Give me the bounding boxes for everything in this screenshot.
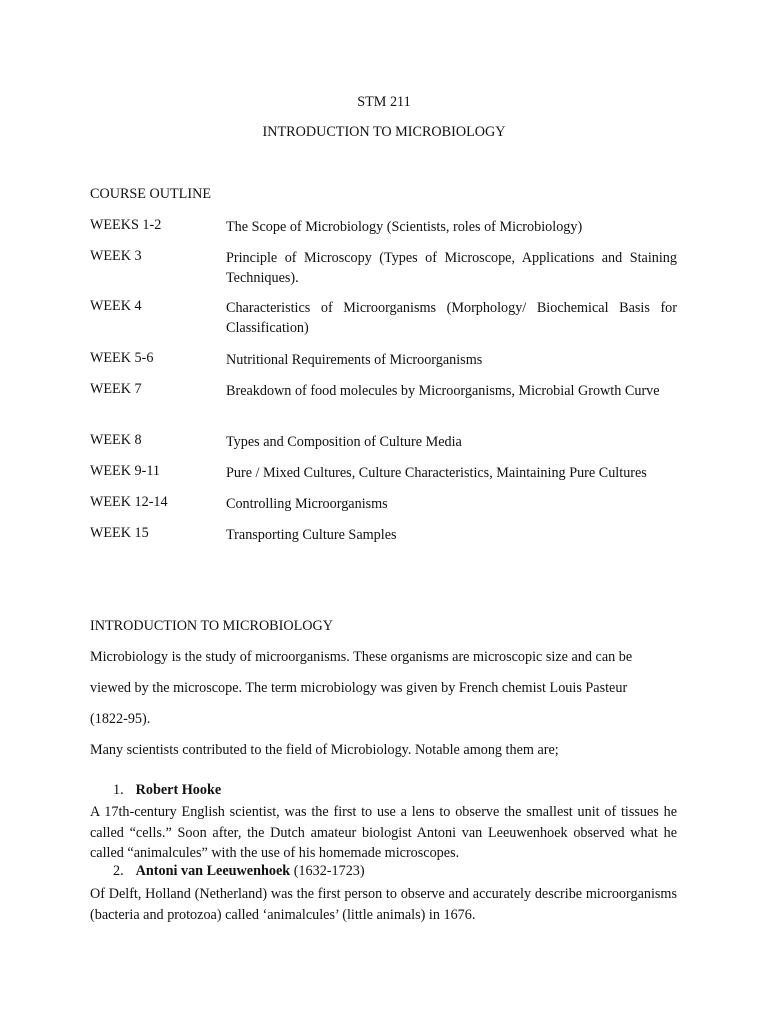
scientist-heading xyxy=(113,782,221,799)
course-title: INTRODUCTION TO MICROBIOLOGY xyxy=(262,124,506,140)
scientist-name: Antoni van Leeuwenhoek xyxy=(135,863,291,879)
outline-week: WEEK 7 xyxy=(90,381,142,397)
outline-topic: Types and Composition of Culture Media xyxy=(226,434,462,450)
scientist-dates: (1632-1723) xyxy=(290,863,365,879)
intro-text-line: Many scientists contributed to the field of Microbiology. Notable among them are; xyxy=(90,742,559,758)
outline-week: WEEK 8 xyxy=(90,432,142,448)
outline-week: WEEK 4 xyxy=(90,298,142,314)
intro-text-line: Microbiology is the study of microorganisms. These organisms are microscopic size and can be xyxy=(90,649,633,665)
outline-topic: The Scope of Microbiology (Scientists, roles of Microbiology) xyxy=(226,219,583,235)
outline-topic: Nutritional Requirements of Microorganisms xyxy=(226,352,483,368)
outline-topic: Transporting Culture Samples xyxy=(226,527,397,543)
outline-topic: Controlling Microorganisms xyxy=(226,496,388,512)
outline-week: WEEK 9-11 xyxy=(90,463,160,479)
intro-text-line: (1822-95). xyxy=(90,711,151,727)
list-number: 2. xyxy=(113,863,124,879)
scientist-heading xyxy=(113,863,365,880)
intro-text-line: viewed by the microscope. The term microbiology was given by French chemist Louis Pasteur xyxy=(90,680,628,696)
outline-week: WEEK 3 xyxy=(90,248,142,264)
outline-topic: Breakdown of food molecules by Microorganisms, Microbial Growth Curve xyxy=(226,383,660,399)
outline-topic: Characteristics of Microorganisms (Morphology/ Biochemical Basis for Classification) xyxy=(226,300,677,336)
outline-week: WEEK 12-14 xyxy=(90,494,168,510)
outline-week: WEEK 5-6 xyxy=(90,350,154,366)
outline-week: WEEK 15 xyxy=(90,525,149,541)
scientist-description: A 17th-century English scientist, was the first to use a lens to observe the smallest unit of tissues he called “cells.” Soon after, the Dutch amateur biologist Antoni van Leeuwenhoek observed what he called “animalcules” with the use of his homemade microscopes. xyxy=(90,804,677,861)
course-outline-heading: COURSE OUTLINE xyxy=(90,186,211,202)
scientist-description: Of Delft, Holland (Netherland) was the first person to observe and accurately describe microorganisms (bacteria and protozoa) called ‘animalcules’ (little animals) in 1676. xyxy=(90,886,677,923)
list-number: 1. xyxy=(113,782,124,798)
course-code: STM 211 xyxy=(357,94,411,110)
outline-topic: Pure / Mixed Cultures, Culture Characteristics, Maintaining Pure Cultures xyxy=(226,465,647,481)
outline-topic: Principle of Microscopy (Types of Microscope, Applications and Staining Techniques). xyxy=(226,250,677,286)
intro-heading: INTRODUCTION TO MICROBIOLOGY xyxy=(90,618,334,634)
outline-week: WEEKS 1-2 xyxy=(90,217,162,233)
scientist-name: Robert Hooke xyxy=(135,782,222,798)
